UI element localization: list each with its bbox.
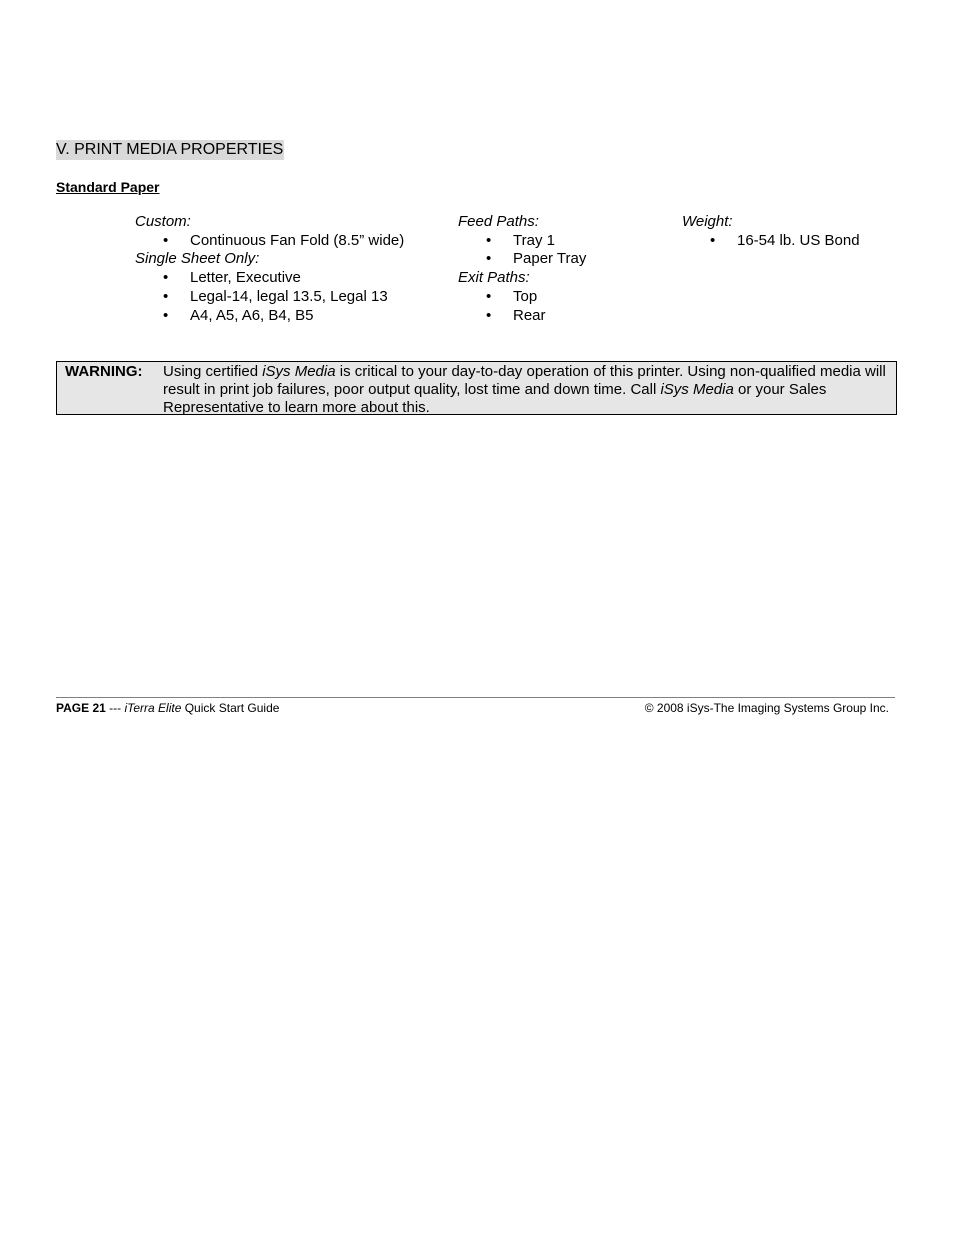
section-title: V. PRINT MEDIA PROPERTIES: [56, 141, 284, 158]
page-number: PAGE 21: [56, 701, 106, 715]
list-item: • Top: [486, 287, 538, 305]
weight-list: [682, 232, 902, 251]
brand-name: iSys Media: [262, 363, 336, 380]
footer-divider: [56, 697, 895, 698]
bullet-icon: •: [163, 306, 169, 324]
bullet-icon: •: [163, 287, 169, 305]
bullet-icon: •: [486, 250, 492, 268]
bullet-icon: •: [486, 231, 492, 249]
feed-paths-list: [458, 232, 678, 269]
single-sheet-list: [135, 269, 455, 325]
paths-column: [458, 213, 678, 325]
feed-paths-label: Feed Paths:: [458, 213, 539, 230]
list-item: • Paper Tray: [486, 250, 587, 268]
bullet-icon: •: [486, 306, 492, 324]
list-item: • Continuous Fan Fold (8.5” wide): [163, 231, 405, 249]
footer-page-info: PAGE 21 --- iTerra Elite Quick Start Guide: [56, 701, 280, 715]
single-sheet-label: Single Sheet Only:: [135, 250, 260, 268]
bullet-icon: •: [163, 231, 169, 249]
subsection-title: Standard Paper: [56, 179, 160, 195]
media-type-column: [135, 213, 455, 325]
warning-text: Using certified iSys Media is critical to your day-to-day operation of this printer. Using non-qualified media will result in print job failures, poor output quality, lost time and down time. Call iSys Media or your Sales Representative to learn more about this.: [163, 363, 886, 416]
custom-label: Custom:: [135, 213, 191, 230]
list-item: • Letter, Executive: [163, 269, 301, 287]
bullet-icon: •: [163, 269, 169, 287]
warning-label: WARNING:: [65, 363, 143, 380]
bullet-icon: •: [486, 287, 492, 305]
footer-copyright: © 2008 iSys-The Imaging Systems Group Inc.: [644, 701, 889, 715]
list-item: • 16-54 lb. US Bond: [710, 231, 860, 249]
brand-name: iSys Media: [660, 381, 734, 398]
exit-paths-label: Exit Paths:: [458, 269, 530, 287]
weight-label: Weight:: [682, 213, 733, 230]
list-item: • Tray 1: [486, 231, 555, 249]
list-item: • Rear: [486, 306, 546, 324]
weight-column: [682, 213, 902, 250]
list-item: • Legal-14, legal 13.5, Legal 13: [163, 287, 388, 305]
bullet-icon: •: [710, 231, 716, 249]
custom-list: [135, 232, 455, 251]
list-item: • A4, A5, A6, B4, B5: [163, 306, 314, 324]
exit-paths-list: [458, 288, 678, 325]
warning-box: [56, 361, 897, 415]
product-name: iTerra Elite: [124, 701, 182, 715]
